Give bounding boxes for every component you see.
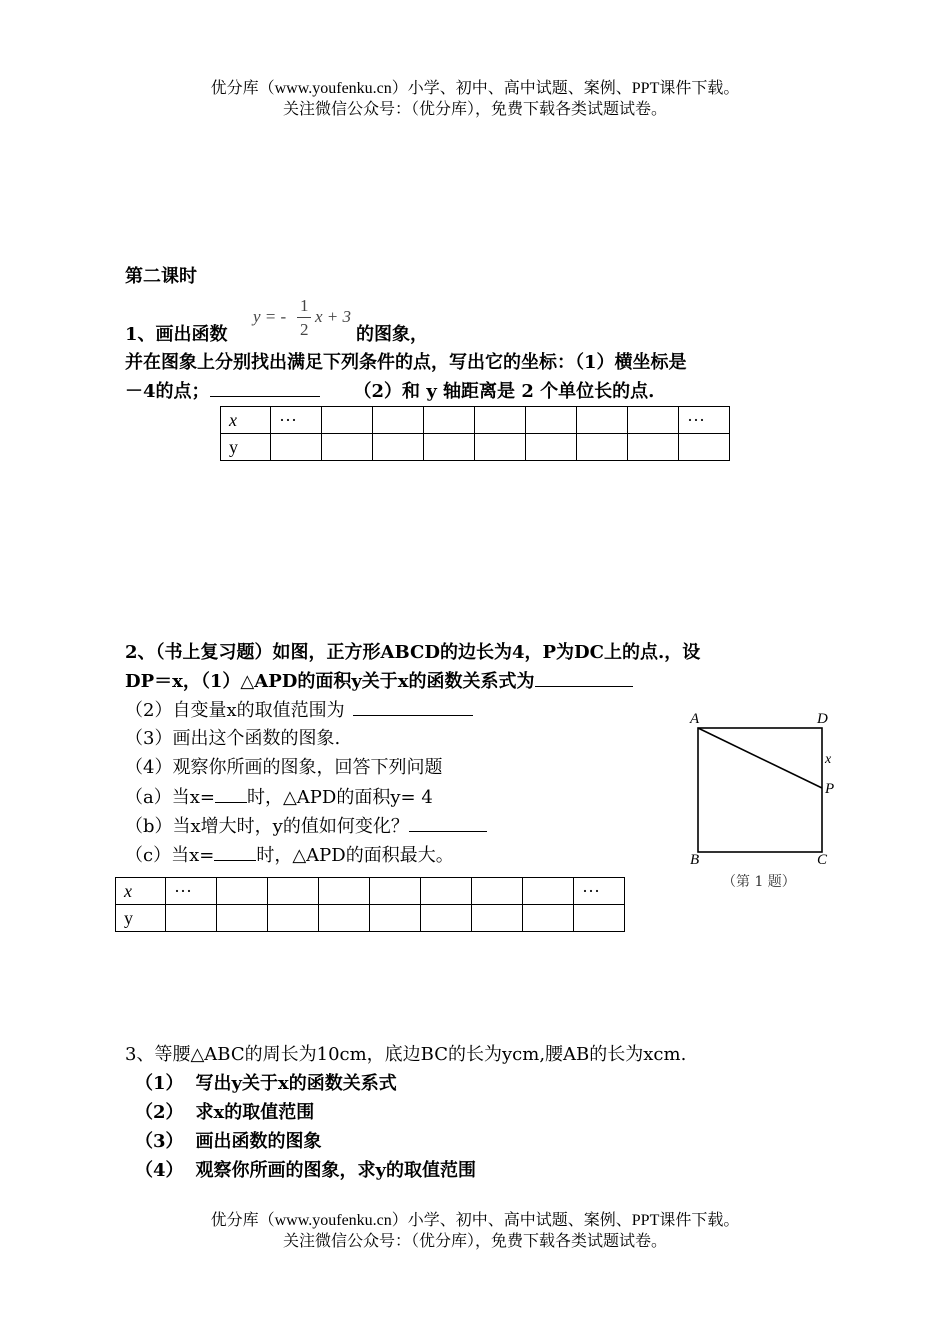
q2-line5: （4）观察你所画的图象，回答下列问题 bbox=[125, 757, 443, 778]
q1-line2: 并在图象上分别找出满足下列条件的点，写出它的坐标：（1）横坐标是 bbox=[125, 352, 687, 373]
table-cell[interactable] bbox=[370, 905, 421, 932]
table-cell[interactable] bbox=[166, 905, 217, 932]
table-row bbox=[221, 434, 730, 461]
table-cell: ··· bbox=[166, 878, 217, 905]
table-row bbox=[221, 407, 730, 434]
q2-line8-b: 时，△APD的面积最大。 bbox=[256, 845, 454, 866]
table-cell[interactable] bbox=[475, 434, 526, 461]
q3-item-num: （3） bbox=[135, 1131, 184, 1152]
table-header-x: x bbox=[116, 878, 166, 905]
q2-line2-text: DP＝x，（1）△APD的面积y关于x的函数关系式为 bbox=[125, 671, 535, 692]
table-cell[interactable] bbox=[217, 878, 268, 905]
q1-line3-a: －4的点； bbox=[125, 381, 210, 402]
section-title: 第二课时 bbox=[125, 266, 197, 287]
table-cell[interactable] bbox=[322, 434, 373, 461]
formula-denominator: 2 bbox=[300, 320, 309, 339]
q2-line6-a: （a）当x= bbox=[125, 787, 215, 808]
q3-item-4 bbox=[135, 1158, 476, 1184]
q2-a-blank[interactable] bbox=[215, 784, 247, 803]
label-x: x bbox=[825, 752, 832, 767]
q1-answer-blank[interactable] bbox=[210, 378, 320, 397]
table-cell[interactable] bbox=[526, 407, 577, 434]
table-header-y: y bbox=[116, 905, 166, 932]
table-cell[interactable] bbox=[421, 878, 472, 905]
q2-line1: 2、（书上复习题）如图，正方形ABCD的边长为4，P为DC上的点.，设 bbox=[125, 642, 701, 663]
fraction-bar bbox=[297, 317, 311, 318]
table-cell[interactable] bbox=[421, 905, 472, 932]
header-line-2: 关注微信公众号：（优分库），免费下载各类试题试卷。 bbox=[282, 101, 667, 118]
q2-range-blank[interactable] bbox=[353, 697, 473, 716]
table-cell[interactable] bbox=[217, 905, 268, 932]
table-cell[interactable] bbox=[319, 905, 370, 932]
table-cell[interactable] bbox=[628, 407, 679, 434]
label-a: A bbox=[690, 711, 700, 727]
q2-c-blank[interactable] bbox=[214, 842, 256, 861]
table-row bbox=[116, 878, 625, 905]
q3-item-text: 求x的取值范围 bbox=[195, 1102, 315, 1123]
table-header-y: y bbox=[221, 434, 271, 461]
q1-suffix: 的图象， bbox=[356, 324, 428, 345]
q2-line8-a: （c）当x= bbox=[125, 845, 215, 866]
footer-line-2: 关注微信公众号：（优分库），免费下载各类试题试卷。 bbox=[282, 1233, 667, 1250]
table-cell[interactable] bbox=[370, 878, 421, 905]
table-cell[interactable] bbox=[679, 434, 730, 461]
table-cell[interactable] bbox=[319, 878, 370, 905]
q3-item-text: 画出函数的图象 bbox=[195, 1131, 322, 1152]
table-cell: ··· bbox=[574, 878, 625, 905]
q2-b-blank[interactable] bbox=[409, 813, 487, 832]
table-cell[interactable] bbox=[523, 878, 574, 905]
q2-line3-text: （2）自变量x的取值范围为 bbox=[125, 700, 345, 721]
table-cell[interactable] bbox=[271, 434, 322, 461]
table-cell[interactable] bbox=[472, 905, 523, 932]
table-cell[interactable] bbox=[322, 407, 373, 434]
table-cell[interactable] bbox=[424, 434, 475, 461]
table-cell[interactable] bbox=[424, 407, 475, 434]
q2-line7 bbox=[125, 813, 487, 840]
table-header-x: x bbox=[221, 407, 271, 434]
table-cell[interactable] bbox=[268, 905, 319, 932]
label-c: C bbox=[817, 852, 828, 868]
q3-item-text: 写出y关于x的函数关系式 bbox=[195, 1073, 397, 1094]
q3-item-1 bbox=[135, 1071, 397, 1097]
q2-line3 bbox=[125, 697, 473, 724]
table-cell[interactable] bbox=[373, 434, 424, 461]
table-cell[interactable] bbox=[577, 407, 628, 434]
square-abcd bbox=[698, 728, 822, 852]
table-row bbox=[116, 905, 625, 932]
q1-prefix: 1、画出函数 bbox=[125, 324, 228, 345]
label-d: D bbox=[817, 711, 828, 727]
table-cell[interactable] bbox=[472, 878, 523, 905]
table-cell: ··· bbox=[271, 407, 322, 434]
q3-item-num: （2） bbox=[135, 1102, 184, 1123]
label-p: P bbox=[825, 781, 835, 797]
q1-line3-b: （2）和 y 轴距离是 2 个单位长的点. bbox=[353, 381, 655, 402]
q2-line6-b: 时，△APD的面积y= 4 bbox=[246, 787, 433, 808]
square-figure bbox=[680, 700, 850, 900]
q1-value-table bbox=[220, 406, 730, 461]
table-cell[interactable] bbox=[475, 407, 526, 434]
table-cell[interactable] bbox=[373, 407, 424, 434]
table-cell[interactable] bbox=[526, 434, 577, 461]
q2-line4: （3）画出这个函数的图象. bbox=[125, 728, 341, 749]
q2-value-table bbox=[115, 877, 625, 932]
q3-item-text: 观察你所画的图象，求y的取值范围 bbox=[195, 1160, 476, 1181]
q2-line6 bbox=[125, 784, 433, 811]
formula-numerator: 1 bbox=[300, 296, 309, 315]
q3-item-num: （1） bbox=[135, 1073, 184, 1094]
formula-rhs: x + 3 bbox=[315, 307, 352, 326]
q1-line3 bbox=[125, 378, 654, 405]
q2-line8 bbox=[125, 842, 454, 869]
table-cell: ··· bbox=[679, 407, 730, 434]
q3-item-3 bbox=[135, 1129, 322, 1155]
q2-line2 bbox=[125, 668, 633, 695]
table-cell[interactable] bbox=[628, 434, 679, 461]
q2-formula-blank[interactable] bbox=[535, 668, 633, 687]
q3-item-2 bbox=[135, 1100, 314, 1126]
figure-caption: （第 1 题） bbox=[722, 874, 796, 890]
formula-lhs: y = - bbox=[253, 307, 287, 326]
segment-ap bbox=[698, 728, 822, 788]
q3-line1: 3、等腰△ABC的周长为10cm，底边BC的长为ycm,腰AB的长为xcm. bbox=[125, 1044, 687, 1065]
table-cell[interactable] bbox=[574, 905, 625, 932]
q3-item-num: （4） bbox=[135, 1160, 184, 1181]
table-cell[interactable] bbox=[523, 905, 574, 932]
label-b: B bbox=[690, 852, 700, 868]
header-line-1: 优分库（www.youfenku.cn）小学、初中、高中试题、案例、PPT课件下载。 bbox=[210, 80, 740, 97]
footer-line-1: 优分库（www.youfenku.cn）小学、初中、高中试题、案例、PPT课件下载。 bbox=[210, 1212, 740, 1229]
table-cell[interactable] bbox=[577, 434, 628, 461]
q2-line7-text: （b）当x增大时，y的值如何变化？ bbox=[125, 816, 409, 837]
table-cell[interactable] bbox=[268, 878, 319, 905]
